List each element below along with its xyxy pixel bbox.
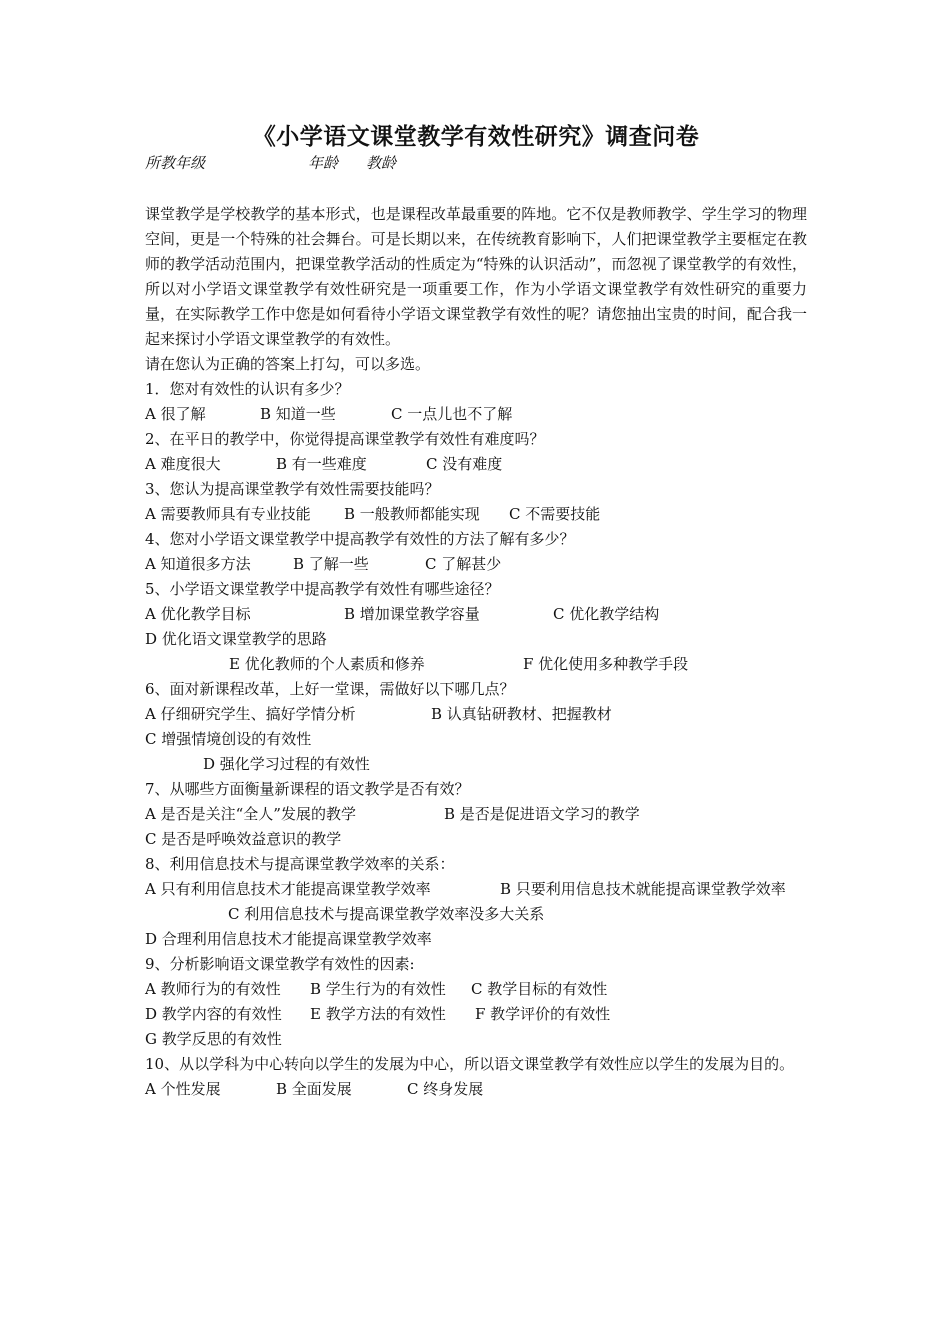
- question-3-options: [145, 502, 807, 527]
- question-5-options-row1: [145, 602, 807, 652]
- question-5-options-row2: [145, 652, 807, 677]
- option-a[interactable]: A 教师行为的有效性: [145, 980, 281, 998]
- option-c[interactable]: C 一点儿也不了解: [391, 405, 513, 423]
- question-7: 7、从哪些方面衡量新课程的语文教学是否有效？: [145, 780, 470, 798]
- option-b[interactable]: B 知道一些: [260, 405, 336, 423]
- option-d[interactable]: D 合理利用信息技术才能提高课堂教学效率: [145, 930, 432, 948]
- question-4: 4、您对小学语文课堂教学中提高教学有效性的方法了解有多少？: [145, 530, 575, 548]
- question-2-options: [145, 452, 807, 477]
- question-9: 9、分析影响语文课堂教学有效性的因素:: [145, 955, 415, 973]
- option-c[interactable]: C 利用信息技术与提高课堂教学效率没多大关系: [228, 905, 545, 923]
- question-7-options-row1: [145, 802, 807, 852]
- option-a[interactable]: A 很了解: [145, 405, 206, 423]
- instruction-text: 请在您认为正确的答案上打勾，可以多选。: [145, 355, 431, 373]
- question-9-options-row1: [145, 977, 807, 1002]
- option-c[interactable]: C 教学目标的有效性: [471, 980, 608, 998]
- question-8-options-row1: [145, 877, 807, 902]
- question-1: 1．您对有效性的认识有多少？: [145, 380, 350, 398]
- option-f[interactable]: F 教学评价的有效性: [475, 1005, 611, 1023]
- grade-label: 所教年级: [145, 154, 206, 172]
- questionnaire-page: [145, 122, 807, 1102]
- question-3: 3、您认为提高课堂教学有效性需要技能吗？: [145, 480, 440, 498]
- option-d[interactable]: D 优化语文课堂教学的思路: [145, 630, 327, 648]
- option-c[interactable]: C 了解甚少: [425, 555, 502, 573]
- intro-paragraph: 课堂教学是学校教学的基本形式，也是课程改革最重要的阵地。它不仅是教师教学、学生学习的物理空间，更是一个特殊的社会舞台。可是长期以来，在传统教育影响下，人们把课堂教学主要框定在教师的教学活动范围内，把课堂教学活动的性质定为“特殊的认识活动”，而忽视了课堂教学的有效性，所以对小学语文课堂教学有效性研究是一项重要工作，作为小学语文课堂教学有效性研究的重要力量，在实际教学工作中您是如何看待小学语文课堂教学有效性的呢？请您抽出宝贵的时间，配合我一起来探讨小学语文课堂教学的有效性。: [145, 205, 807, 348]
- option-c[interactable]: C 优化教学结构: [553, 605, 660, 623]
- option-d[interactable]: D 教学内容的有效性: [145, 1005, 282, 1023]
- option-b[interactable]: B 认真钻研教材、把握教材: [431, 705, 612, 723]
- option-f[interactable]: F 优化使用多种教学手段: [523, 655, 689, 673]
- page-title: 《小学语文课堂教学有效性研究》调查问卷: [252, 123, 700, 150]
- option-a[interactable]: A 需要教师具有专业技能: [145, 505, 311, 523]
- question-10: 10、从以学科为中心转向以学生的发展为中心，所以语文课堂教学有效性应以学生的发展为目的。: [145, 1055, 795, 1073]
- option-b[interactable]: B 学生行为的有效性: [310, 980, 446, 998]
- option-b[interactable]: B 只要利用信息技术就能提高课堂教学效率: [500, 880, 786, 898]
- question-1-options: [145, 402, 807, 427]
- option-b[interactable]: B 增加课堂教学容量: [344, 605, 480, 623]
- question-5: 5、小学语文课堂教学中提高教学有效性有哪些途径？: [145, 580, 500, 598]
- option-g[interactable]: G 教学反思的有效性: [145, 1030, 282, 1048]
- question-6-options-row2: [145, 752, 807, 777]
- option-e[interactable]: E 优化教师的个人素质和修养: [229, 655, 425, 673]
- question-2: 2、在平日的教学中，你觉得提高课堂教学有效性有难度吗？: [145, 430, 545, 448]
- question-6-options-row1: [145, 702, 807, 752]
- option-d[interactable]: D 强化学习过程的有效性: [203, 755, 370, 773]
- option-c[interactable]: C 增强情境创设的有效性: [145, 730, 312, 748]
- question-10-options: [145, 1077, 807, 1102]
- option-c[interactable]: C 不需要技能: [509, 505, 601, 523]
- question-8-options-row2: [145, 902, 807, 927]
- option-b[interactable]: B 是否是促进语文学习的教学: [444, 805, 640, 823]
- question-8: 8、利用信息技术与提高课堂教学效率的关系：: [145, 855, 455, 873]
- question-9-options-row2: [145, 1002, 807, 1027]
- option-c[interactable]: C 没有难度: [426, 455, 503, 473]
- option-b[interactable]: B 有一些难度: [276, 455, 367, 473]
- question-8-options-row3: [145, 927, 807, 952]
- option-a[interactable]: A 个性发展: [145, 1080, 221, 1098]
- option-a[interactable]: A 知道很多方法: [145, 555, 251, 573]
- option-c[interactable]: C 终身发展: [407, 1080, 484, 1098]
- question-6: 6、面对新课程改革，上好一堂课，需做好以下哪几点？: [145, 680, 515, 698]
- option-a[interactable]: A 难度很大: [145, 455, 221, 473]
- option-b[interactable]: B 全面发展: [276, 1080, 352, 1098]
- option-a[interactable]: A 是否是关注“全人”发展的教学: [145, 805, 356, 823]
- option-b[interactable]: B 了解一些: [293, 555, 369, 573]
- option-e[interactable]: E 教学方法的有效性: [310, 1005, 446, 1023]
- option-b[interactable]: B 一般教师都能实现: [344, 505, 480, 523]
- option-a[interactable]: A 优化教学目标: [145, 605, 251, 623]
- option-a[interactable]: A 只有利用信息技术才能提高课堂教学效率: [145, 880, 431, 898]
- age-label: 年龄: [308, 154, 339, 172]
- question-9-options-row3: [145, 1027, 807, 1052]
- teaching-age-label: 教龄: [366, 154, 397, 172]
- option-a[interactable]: A 仔细研究学生、搞好学情分析: [145, 705, 356, 723]
- question-4-options: [145, 552, 807, 577]
- option-c[interactable]: C 是否是呼唤效益意识的教学: [145, 830, 342, 848]
- respondent-info: [145, 152, 807, 174]
